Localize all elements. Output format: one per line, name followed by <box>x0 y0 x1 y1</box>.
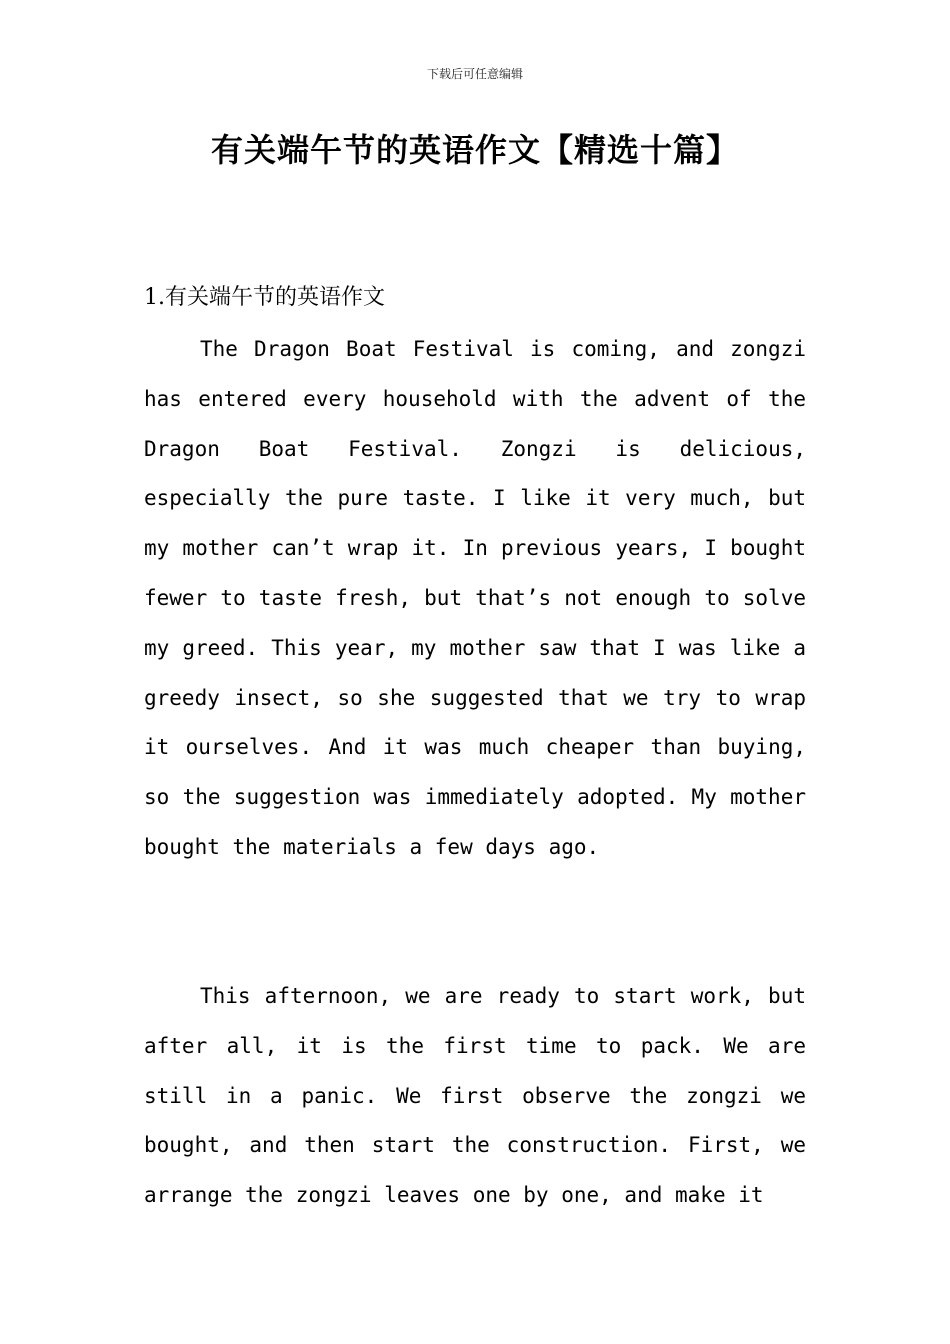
paragraph-2-text: This afternoon, we are ready to start work, but after all, it is the first time to pack. We are still in a panic. We first observe the zongzi we bought, and then start the construction. First, we arrange the zongzi leaves one by one, and make it <box>144 984 806 1208</box>
paragraph-2 <box>144 972 806 1221</box>
header-note: 下载后可任意编辑 <box>426 67 523 81</box>
paragraph-1 <box>144 325 806 873</box>
section-heading: 1.有关端午节的英语作文 <box>144 285 385 310</box>
paragraph-1-text: The Dragon Boat Festival is coming, and zongzi has entered every household with the advent of the Dragon Boat Festival. Zongzi is delicious, especially the pure taste. I like it very much, but my mother can’t wrap it. In previous years, I bought fewer to taste fresh, but that’s not enough to solve my greed. This year, my mother saw that I was like a greedy insect, so she suggested that we try to wrap it ourselves. And it was much cheaper than buying, so the suggestion was immediately adopted. My mother bought the materials a few days ago. <box>144 337 806 859</box>
document-title: 有关端午节的英语作文【精选十篇】 <box>210 131 739 169</box>
